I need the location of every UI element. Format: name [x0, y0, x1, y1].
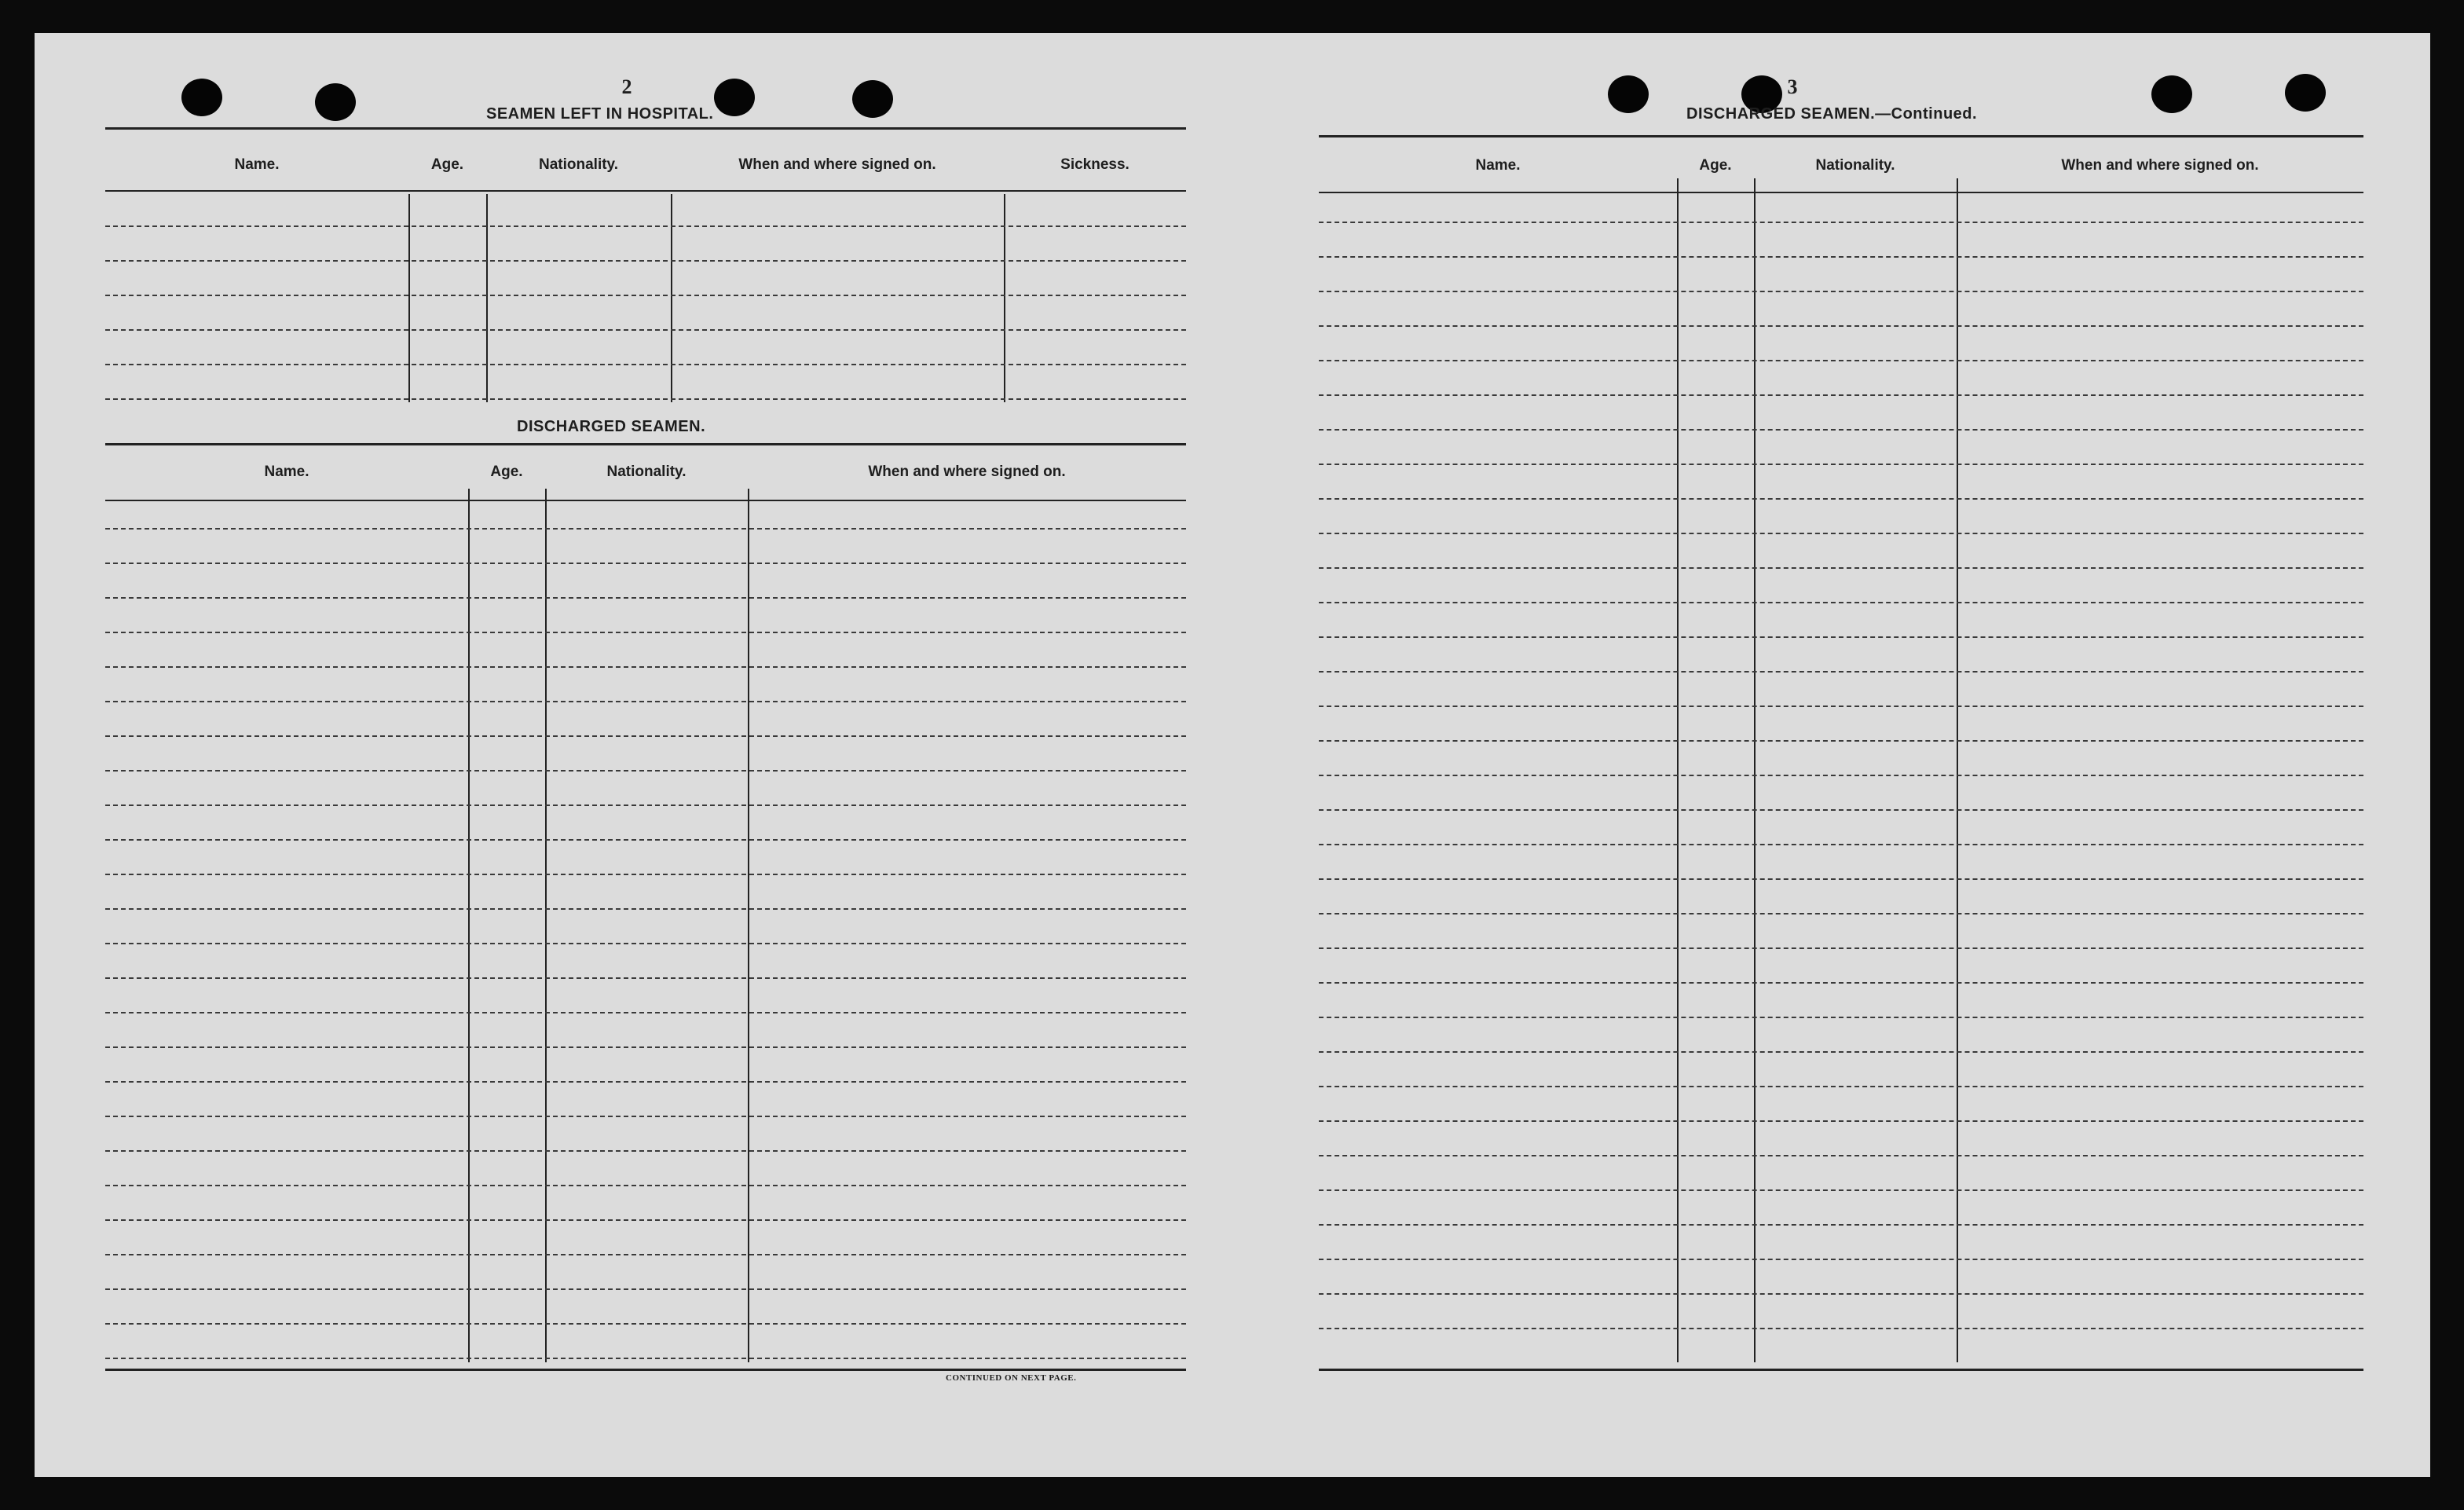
- ruled-line: [1319, 291, 2363, 292]
- ruled-line: [105, 364, 1186, 365]
- column-header: Nationality.: [606, 464, 686, 480]
- header-rule: [105, 190, 1186, 192]
- section-rule: [1319, 135, 2363, 137]
- ruled-line: [105, 1358, 1186, 1359]
- ruled-line: [105, 735, 1186, 737]
- column-header: When and where signed on.: [738, 156, 936, 173]
- ruled-line: [105, 666, 1186, 668]
- ruled-line: [1319, 256, 2363, 258]
- ruled-line: [105, 1323, 1186, 1325]
- left-page: [35, 33, 1232, 1477]
- ruled-line: [1319, 982, 2363, 984]
- ruled-line: [1319, 360, 2363, 361]
- ruled-line: [1319, 1189, 2363, 1191]
- ruled-line: [105, 701, 1186, 702]
- ruled-line: [1319, 706, 2363, 707]
- ruled-line: [1319, 1293, 2363, 1295]
- ruled-line: [105, 1219, 1186, 1221]
- ruled-line: [1319, 222, 2363, 223]
- ruled-line: [1319, 533, 2363, 534]
- ruled-line: [1319, 1224, 2363, 1226]
- ruled-line: [105, 1046, 1186, 1048]
- ruled-line: [1319, 1259, 2363, 1260]
- ruled-line: [1319, 636, 2363, 638]
- punch-hole: [2285, 74, 2326, 112]
- page-number: 2: [621, 75, 632, 98]
- ruled-line: [1319, 1086, 2363, 1087]
- right-page: [1232, 33, 2430, 1477]
- ruled-line: [105, 839, 1186, 841]
- punch-hole: [2151, 75, 2192, 113]
- column-header: Sickness.: [1060, 156, 1129, 173]
- column-header: Name.: [234, 156, 280, 173]
- discharged-section-title: DISCHARGED SEAMEN.: [517, 418, 706, 435]
- header-rule: [105, 500, 1186, 501]
- punch-hole: [315, 83, 356, 121]
- ruled-line: [1319, 1017, 2363, 1018]
- ruled-line: [105, 563, 1186, 564]
- column-header: Nationality.: [1815, 157, 1895, 174]
- section-rule: [105, 127, 1186, 130]
- ruled-line: [1319, 394, 2363, 396]
- column-divider: [1677, 178, 1679, 1362]
- ruled-line: [105, 943, 1186, 944]
- punch-hole: [714, 79, 755, 116]
- ruled-line: [105, 1185, 1186, 1186]
- table-bottom-rule: [105, 1369, 1186, 1371]
- table-bottom-rule: [1319, 1369, 2363, 1371]
- column-header: Age.: [490, 464, 523, 480]
- punch-hole: [1608, 75, 1649, 113]
- continued-note: CONTINUED ON NEXT PAGE.: [946, 1373, 1077, 1383]
- ruled-line: [1319, 325, 2363, 327]
- punch-hole: [181, 79, 222, 116]
- ruled-line: [1319, 878, 2363, 880]
- hospital-section-title: SEAMEN LEFT IN HOSPITAL.: [486, 105, 714, 123]
- ruled-line: [105, 804, 1186, 806]
- column-divider: [1957, 178, 1958, 1362]
- column-header: Nationality.: [539, 156, 618, 173]
- ruled-line: [105, 398, 1186, 400]
- ruled-line: [105, 1150, 1186, 1152]
- ruled-line: [1319, 567, 2363, 569]
- header-rule: [1319, 192, 2363, 193]
- ruled-line: [1319, 1120, 2363, 1122]
- ruled-line: [1319, 1328, 2363, 1329]
- ruled-line: [105, 329, 1186, 331]
- ruled-line: [105, 225, 1186, 227]
- ruled-line: [1319, 740, 2363, 742]
- ruled-line: [105, 597, 1186, 599]
- ruled-line: [1319, 947, 2363, 949]
- ruled-line: [105, 874, 1186, 875]
- column-divider: [748, 489, 749, 1362]
- ruled-line: [1319, 671, 2363, 673]
- column-header: Age.: [1699, 157, 1732, 174]
- ruled-line: [105, 1012, 1186, 1013]
- ruled-line: [105, 977, 1186, 979]
- document-sheet: [35, 33, 2430, 1477]
- discharged-continued-title: DISCHARGED SEAMEN.—Continued.: [1686, 105, 1978, 123]
- ruled-line: [1319, 498, 2363, 500]
- ruled-line: [1319, 1051, 2363, 1053]
- ruled-line: [1319, 602, 2363, 603]
- ruled-line: [1319, 809, 2363, 811]
- column-header: Name.: [1475, 157, 1521, 174]
- ruled-line: [105, 908, 1186, 910]
- column-divider: [545, 489, 547, 1362]
- column-divider: [1754, 178, 1756, 1362]
- column-header: When and where signed on.: [868, 464, 1066, 480]
- column-header: Age.: [430, 156, 464, 173]
- column-divider: [468, 489, 470, 1362]
- ruled-line: [105, 1288, 1186, 1290]
- ruled-line: [1319, 844, 2363, 845]
- ruled-line: [105, 528, 1186, 530]
- page-number: 3: [1787, 75, 1798, 98]
- ruled-line: [105, 1116, 1186, 1117]
- ruled-line: [105, 295, 1186, 296]
- section-rule: [105, 443, 1186, 445]
- ruled-line: [105, 1254, 1186, 1255]
- ruled-line: [105, 632, 1186, 633]
- punch-hole: [852, 80, 893, 118]
- ruled-line: [1319, 913, 2363, 914]
- column-header: Name.: [264, 464, 309, 480]
- ruled-line: [1319, 429, 2363, 431]
- ruled-line: [105, 1081, 1186, 1083]
- ruled-line: [105, 770, 1186, 771]
- ruled-line: [1319, 1155, 2363, 1156]
- ruled-line: [105, 260, 1186, 262]
- ruled-line: [1319, 775, 2363, 776]
- ruled-line: [1319, 464, 2363, 465]
- column-header: When and where signed on.: [2061, 157, 2259, 174]
